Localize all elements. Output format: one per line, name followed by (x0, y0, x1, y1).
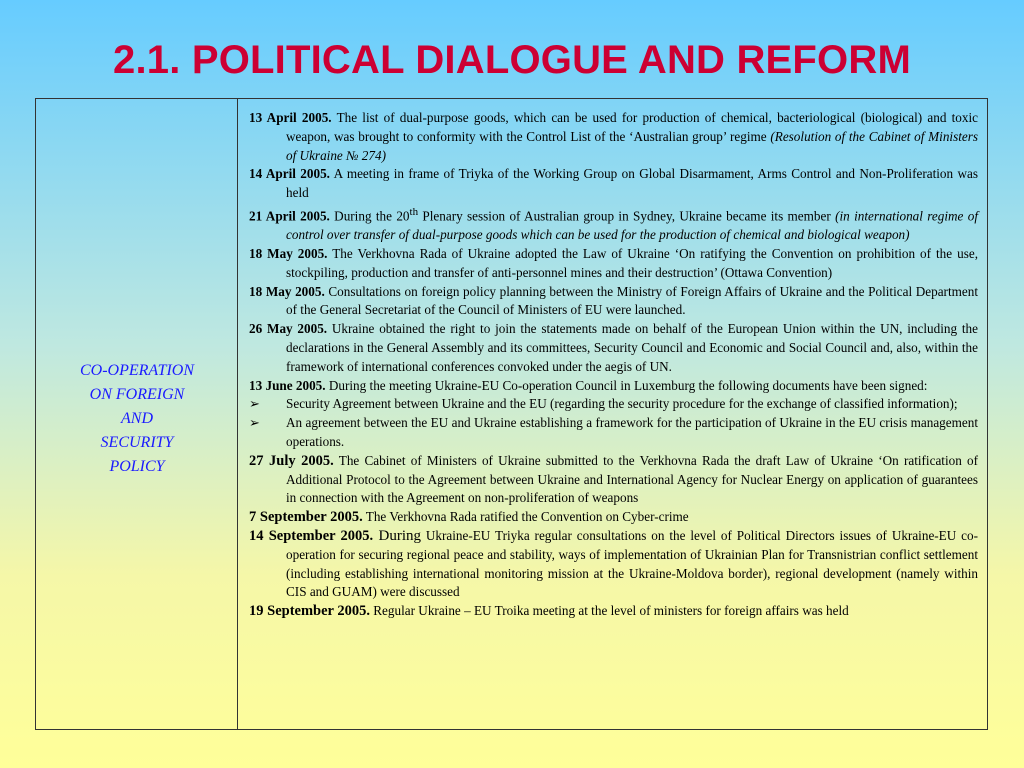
section-label (36, 359, 238, 479)
arrow-bullet-icon: ➢ (249, 415, 261, 431)
event-text: Ukraine-EU Triyka regular consultations on the level of Political Directors issues of Ukraine-EU co-operation for securing regional peace and stability, ways of implementation of Ukrainian Plan for Transnistrian conflict settlement (including establishing international monitoring mission at the Ukraine-Moldova border), regional development (namely within CIS and GUAM) were discussed (286, 527, 978, 600)
section-label-line: ON FOREIGN (89, 386, 185, 403)
event-text: During the meeting Ukraine-EU Co-operation Council in Luxemburg the following documents have been signed: (325, 377, 928, 393)
bullet-text: An agreement between the EU and Ukraine establishing a framework for the participation of Ukraine in the EU crisis management operations. (286, 415, 978, 449)
event-date: 26 May 2005. (249, 321, 328, 337)
section-label-line: AND (121, 410, 153, 427)
bullet-text: Security Agreement between Ukraine and the EU (regarding the security procedure for the exchange of classified information); (286, 396, 958, 412)
page-title: 2.1. POLITICAL DIALOGUE AND REFORM (113, 38, 911, 82)
event-date: 18 May 2005. (249, 283, 325, 299)
section-label-line: POLICY (109, 458, 165, 475)
events-list (249, 109, 978, 621)
event-date: 14 April 2005. (249, 166, 330, 182)
event-entry (249, 245, 978, 283)
event-entry (249, 283, 978, 321)
arrow-bullet-icon: ➢ (249, 396, 261, 412)
event-text: Plenary session of Australian group in Sydney, Ukraine became its member (418, 208, 836, 224)
event-lead: During (373, 527, 421, 544)
event-entry (249, 602, 978, 621)
event-entry (249, 377, 978, 396)
bullet-item (249, 414, 978, 452)
event-date: 7 September 2005. (249, 509, 363, 526)
event-text: During the 20 (329, 208, 410, 224)
section-label-line: CO-OPERATION (79, 362, 195, 379)
event-date: 13 April 2005. (249, 110, 332, 125)
event-date: 14 September 2005. (249, 527, 374, 544)
event-text: The list of dual-purpose goods, which can be used for production of chemical, bacteriological (biological) and toxic weapon, was brought to conformity with the Control List of the ‘Australian group’ regime (286, 110, 979, 144)
event-entry (249, 165, 978, 203)
event-entry (249, 527, 978, 602)
event-entry (249, 203, 978, 245)
event-text: The Verkhovna Rada of Ukraine adopted the Law of Ukraine ‘On ratifying the Convention on prohibition of the use, stockpiling, production and transfer of anti-personnel mines and their destruction’ (Ottawa Convention) (286, 245, 978, 280)
event-entry (249, 320, 978, 376)
event-text: The Cabinet of Ministers of Ukraine submitted to the Verkhovna Rada the draft Law of Ukraine ‘On ratification of Additional Protocol to the Agreement between Ukraine and International Agency for Nuclear Energy on application of guarantees in connection with the Agreement on non-proliferation of weapons (286, 452, 979, 506)
event-date: 21 April 2005. (249, 208, 330, 224)
event-entry (249, 452, 978, 508)
event-note: (in international regime of control over transfer of dual-purpose goods which can be used for the production of chemical and biological weapon) (286, 208, 978, 243)
event-entry (249, 109, 978, 165)
event-text: A meeting in frame of Triyka of the Working Group on Global Disarmament, Arms Control and Non-Proliferation was held (286, 166, 979, 201)
event-date: 27 July 2005. (249, 452, 334, 469)
content-table (35, 98, 988, 730)
section-cell (36, 99, 238, 729)
event-date: 19 September 2005. (249, 603, 370, 620)
bullet-item (249, 395, 978, 414)
event-text: Ukraine obtained the right to join the statements made on behalf of the European Union within the UN, including the declarations in the General Assembly and its committees, Security Council and Economic and Social Council and, also, within the framework of international conferences convoked under the aegis of UN. (286, 321, 978, 374)
event-date: 13 June 2005. (249, 377, 326, 393)
event-text: Regular Ukraine – EU Troika meeting at the level of ministers for foreign affairs was held (369, 603, 849, 619)
event-note: (Resolution of the Cabinet of Ministers of Ukraine № 274) (286, 128, 978, 163)
section-label-line: SECURITY (100, 434, 174, 451)
event-entry (249, 508, 978, 527)
event-date: 18 May 2005. (249, 245, 328, 261)
event-text: Consultations on foreign policy planning between the Ministry of Foreign Affairs of Ukraine and the Political Department of the General Secretariat of the Council of Ministers of EU were launched. (286, 283, 978, 318)
event-text: The Verkhovna Rada ratified the Convention on Cyber-crime (362, 509, 689, 525)
ordinal-suffix: th (409, 205, 419, 218)
